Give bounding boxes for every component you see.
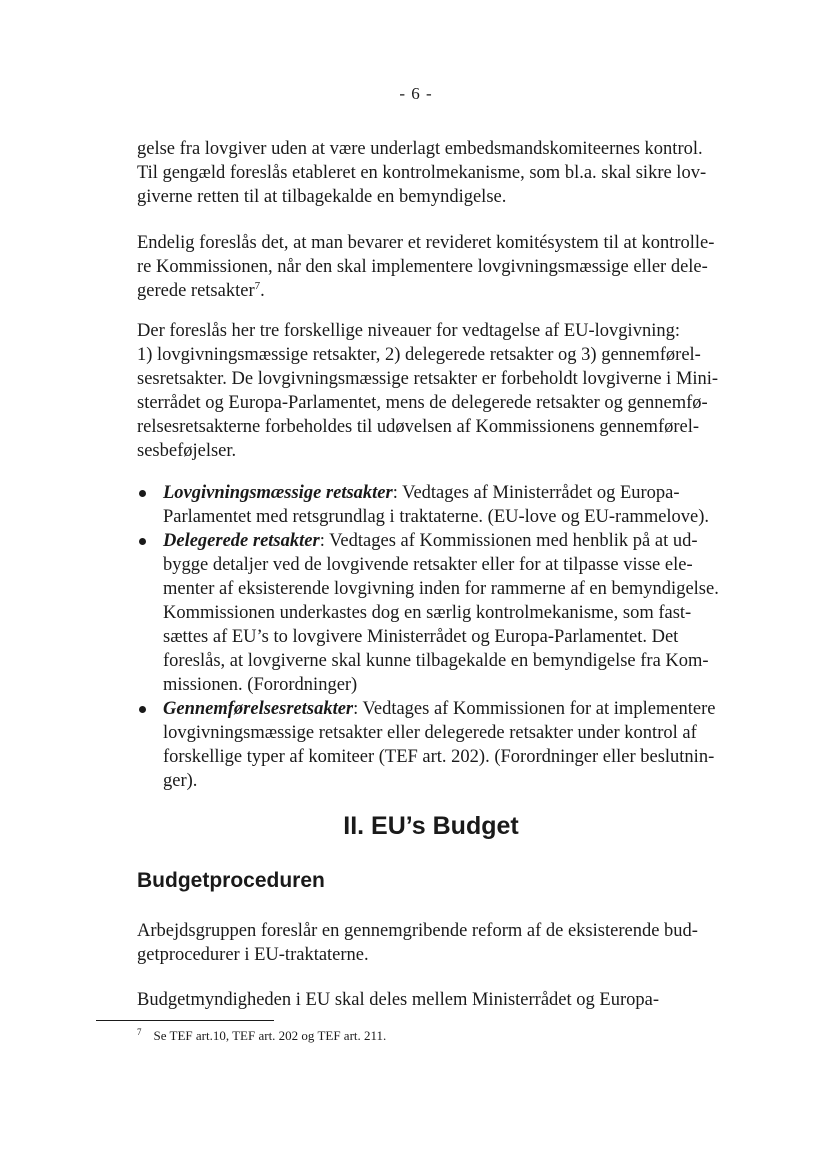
text-line: Kommissionen underkastes dog en særlig kontrolmekanisme, som fast-	[163, 603, 692, 623]
text-line: sterrådet og Europa-Parlamentet, mens de delegerede retsakter og gennemfø-	[137, 393, 708, 413]
text-line	[137, 279, 737, 303]
text-line: Arbejdsgruppen foreslår en gennemgribende reform af de eksisterende bud-	[137, 921, 698, 941]
bullet-item	[137, 481, 757, 529]
paragraph-2	[137, 231, 737, 303]
bullet-item	[137, 529, 757, 697]
text-line: sesretsakter. De lovgivningsmæssige retsakter er forbeholdt lovgiverne i Mini-	[137, 369, 719, 389]
bullet-term: Gennemførelsesretsakter	[163, 699, 354, 719]
text-line: missionen. (Forordninger)	[163, 675, 358, 695]
text-line: Parlamentet med retsgrundlag i traktaterne. (EU-love og EU-rammelove).	[163, 507, 710, 527]
text-line: Der foreslås her tre forskellige niveauer for vedtagelse af EU-lovgivning:	[137, 321, 680, 341]
text-line: foreslås, at lovgiverne skal kunne tilbagekalde en bemyndigelse fra Kom-	[163, 651, 709, 671]
bullet-item	[137, 697, 757, 793]
footnote-reference[interactable]: 7	[254, 279, 261, 292]
bullet-term: Lovgivningsmæssige retsakter	[163, 483, 393, 503]
text-fragment: : Vedtages af Ministerrådet og Europa-	[392, 483, 680, 503]
footnote-number: 7	[137, 1026, 142, 1037]
text-fragment: gerede retsakter	[137, 281, 255, 301]
text-line: sættes af EU’s to lovgivere Ministerrådet og Europa-Parlamentet. Det	[163, 627, 679, 647]
text-line: 1) lovgivningsmæssige retsakter, 2) delegerede retsakter og 3) gennemførel-	[137, 345, 701, 365]
paragraph-4	[137, 919, 737, 967]
text-line: menter af eksisterende lovgivning inden for rammerne af en bemyndigelse.	[163, 579, 719, 599]
text-fragment: : Vedtages af Kommissionen med henblik på at ud-	[319, 531, 698, 551]
text-line: Budgetmyndigheden i EU skal deles mellem Ministerrådet og Europa-	[137, 990, 659, 1010]
text-line: Endelig foreslås det, at man bevarer et revideret komitésystem til at kontrolle-	[137, 233, 715, 253]
text-line: bygge detaljer ved de lovgivende retsakter eller for at tilpasse visse ele-	[163, 555, 693, 575]
text-line: Til gengæld foreslås etableret en kontrolmekanisme, som bl.a. skal sikre lov-	[137, 163, 707, 183]
text-line	[163, 481, 757, 505]
text-line: gelse fra lovgiver uden at være underlagt embedsmandskomiteernes kontrol.	[137, 139, 703, 159]
bullet-icon	[139, 706, 146, 713]
paragraph-1	[137, 137, 737, 209]
paragraph-5	[137, 988, 737, 1012]
text-line: forskellige typer af komiteer (TEF art. 202). (Forordninger eller beslutnin-	[163, 747, 715, 767]
bullet-list	[137, 481, 757, 793]
bullet-icon	[139, 490, 146, 497]
bullet-term: Delegerede retsakter	[163, 531, 320, 551]
text-line: sesbeføjelser.	[137, 441, 237, 461]
footnote-text: Se TEF art.10, TEF art. 202 og TEF art. 211.	[153, 1028, 387, 1043]
footnote	[137, 1028, 386, 1044]
page-number: - 6 -	[399, 84, 433, 103]
bullet-icon	[139, 538, 146, 545]
text-line: relsesretsakterne forbeholdes til udøvelsen af Kommissionens gennemførel-	[137, 417, 700, 437]
text-line: giverne retten til at tilbagekalde en bemyndigelse.	[137, 187, 507, 207]
text-fragment: .	[260, 281, 265, 301]
text-fragment: : Vedtages af Kommissionen for at implementere	[353, 699, 716, 719]
sub-heading: Budgetproceduren	[137, 869, 325, 892]
text-line: getprocedurer i EU-traktaterne.	[137, 945, 369, 965]
paragraph-3	[137, 319, 737, 463]
text-line	[163, 697, 757, 721]
footnote-divider	[96, 1020, 274, 1021]
text-line	[163, 529, 757, 553]
text-line: ger).	[163, 771, 198, 791]
section-heading: II. EU’s Budget	[343, 812, 519, 840]
text-line: re Kommissionen, når den skal implementere lovgivningsmæssige eller dele-	[137, 257, 708, 277]
text-line: lovgivningsmæssige retsakter eller delegerede retsakter under kontrol af	[163, 723, 697, 743]
